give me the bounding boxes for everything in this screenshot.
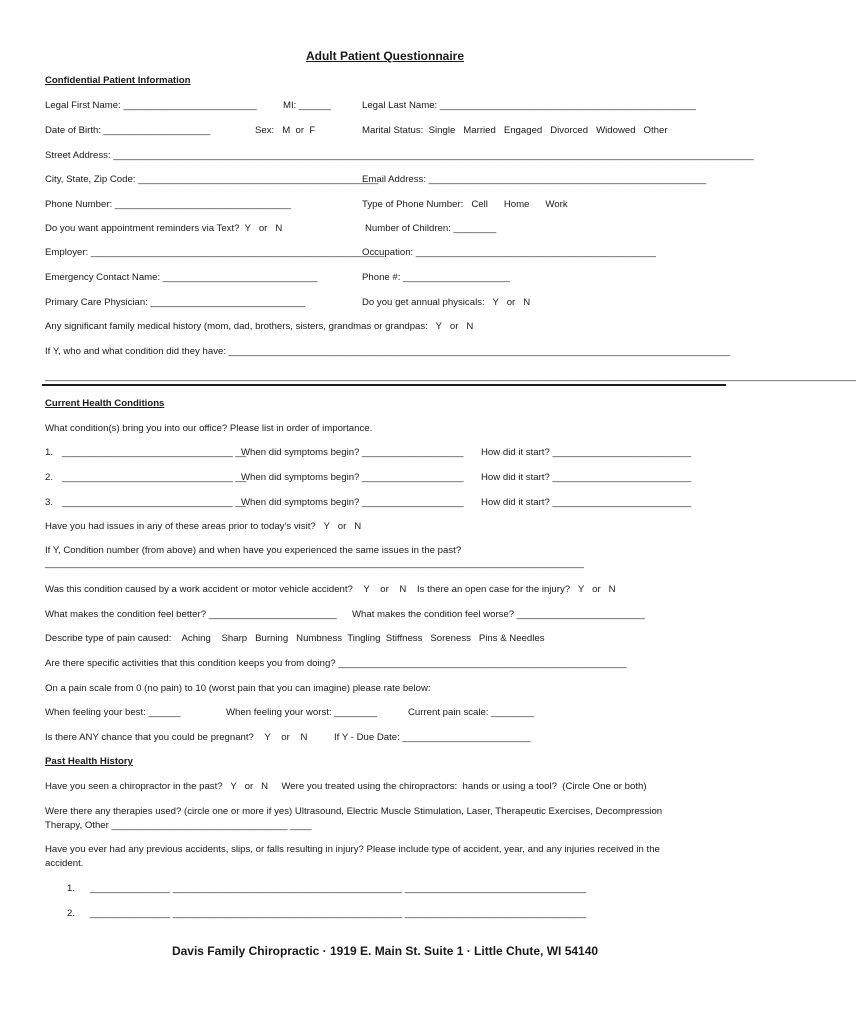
section-heading-past: Past Health History	[45, 756, 133, 767]
date-of-birth-field[interactable]: Date of Birth: ____________________	[45, 125, 211, 136]
condition-2-field[interactable]: ________________________________ __	[62, 472, 247, 483]
page-title: Adult Patient Questionnaire	[305, 49, 464, 63]
prior-issues-field[interactable]: Have you had issues in any of these areas prior to today’s visit? Y or N	[45, 521, 362, 532]
marital-status-field[interactable]: Marital Status: Single Married Engaged Divorced Widowed Other	[362, 125, 668, 136]
condition-number: 2.	[45, 472, 54, 483]
accident-number: 2.	[67, 908, 76, 919]
accident-number: 1.	[67, 883, 76, 894]
emergency-contact-field[interactable]: Emergency Contact Name: _____________________________	[45, 272, 318, 283]
feel-better-field[interactable]: What makes the condition feel better? ________________________	[45, 609, 337, 620]
legal-first-name-field[interactable]: Legal First Name: _________________________	[45, 100, 257, 111]
sex-field[interactable]: Sex: M or F	[255, 125, 316, 136]
family-history-field[interactable]: Any significant family medical history (mom, dad, brothers, sisters, grandmas or grandpas: Y or N	[45, 321, 474, 332]
condition-1-symptoms-field[interactable]: When did symptoms begin? ___________________	[241, 447, 464, 458]
accident-1-field[interactable]: _______________ ___________________________________________ __________________________________	[90, 883, 587, 894]
occupation-field[interactable]: Occupation: _____________________________________________	[362, 247, 656, 258]
street-address-field[interactable]: Street Address: ________________________________________________________________________________________________________________________	[45, 150, 754, 161]
annual-physicals-field[interactable]: Do you get annual physicals: Y or N	[362, 297, 531, 308]
phone-number-field[interactable]: Phone Number: _________________________________	[45, 199, 291, 210]
primary-care-physician-field[interactable]: Primary Care Physician: _____________________________	[45, 297, 306, 308]
chiropractor-history-field[interactable]: Have you seen a chiropractor in the past? Y or N Were you treated using the chiropractors: hands or using a tool? (Circle One or both)	[45, 781, 647, 792]
family-history-detail-field[interactable]: If Y, who and what condition did they have: ______________________________________________________________________________________________	[45, 346, 731, 357]
section-heading-current: Current Health Conditions	[45, 398, 165, 409]
condition-1-field[interactable]: ________________________________ __	[62, 447, 247, 458]
pain-worst-field[interactable]: When feeling your worst: ________	[226, 707, 377, 718]
family-history-detail-line-2[interactable]: ________________________________________________________________________________________________________________________________________________________	[45, 371, 856, 382]
condition-3-symptoms-field[interactable]: When did symptoms begin? ___________________	[241, 497, 464, 508]
feel-worse-field[interactable]: What makes the condition feel worse? ________________________	[352, 609, 645, 620]
condition-number: 1.	[45, 447, 54, 458]
city-state-zip-field[interactable]: City, State, Zip Code: _____________________________________________	[45, 174, 379, 185]
condition-3-field[interactable]: ________________________________ __	[62, 497, 247, 508]
legal-last-name-field[interactable]: Legal Last Name: ________________________________________________	[362, 100, 696, 111]
email-address-field[interactable]: Email Address: ____________________________________________________	[362, 174, 707, 185]
current-pain-field[interactable]: Current pain scale: ________	[408, 707, 534, 718]
pain-type-field[interactable]: Describe type of pain caused: Aching Sharp Burning Numbness Tingling Stiffness Soreness Pins & Needles	[45, 633, 545, 644]
accidents-question-line-2: accident.	[45, 858, 84, 869]
section-heading-confidential: Confidential Patient Information	[45, 75, 191, 86]
condition-2-start-field[interactable]: How did it start? __________________________	[481, 472, 692, 483]
therapies-other-field[interactable]: Therapy, Other _________________________________ ____	[45, 820, 312, 831]
pain-best-field[interactable]: When feeling your best: ______	[45, 707, 181, 718]
footer-address: Davis Family Chiropractic · 1919 E. Main St. Suite 1 · Little Chute, WI 54140	[171, 944, 599, 958]
accident-2-field[interactable]: _______________ ___________________________________________ __________________________________	[90, 908, 587, 919]
phone-type-field[interactable]: Type of Phone Number: Cell Home Work	[362, 199, 568, 210]
emergency-phone-field[interactable]: Phone #: ____________________	[362, 272, 510, 283]
condition-2-symptoms-field[interactable]: When did symptoms begin? ___________________	[241, 472, 464, 483]
prior-issues-detail-label: If Y, Condition number (from above) and when have you experienced the same issues in the past?	[45, 545, 462, 556]
limited-activities-field[interactable]: Are there specific activities that this condition keeps you from doing? ______________________________________________________	[45, 658, 627, 669]
accident-cause-field[interactable]: Was this condition caused by a work accident or motor vehicle accident? Y or N Is there an open case for the injury? Y or N	[45, 584, 616, 595]
text-reminders-field[interactable]: Do you want appointment reminders via Text? Y or N	[45, 223, 283, 234]
prior-issues-detail-field[interactable]: _____________________________________________________________________________________________________	[45, 558, 584, 569]
condition-number: 3.	[45, 497, 54, 508]
condition-1-start-field[interactable]: How did it start? __________________________	[481, 447, 692, 458]
middle-initial-field[interactable]: MI: ______	[283, 100, 332, 111]
conditions-intro: What condition(s) bring you into our office? Please list in order of importance.	[45, 423, 373, 434]
employer-field[interactable]: Employer: _______________________________________________________	[45, 247, 385, 258]
pregnancy-field[interactable]: Is there ANY chance that you could be pregnant? Y or N	[45, 732, 308, 743]
therapies-field[interactable]: Were there any therapies used? (circle one or more if yes) Ultrasound, Electric Muscle Stimulation, Laser, Therapeutic Exercises, Decompression	[45, 806, 663, 817]
accidents-question: Have you ever had any previous accidents, slips, or falls resulting in injury? Please include type of accident, year, and any injuries received in the	[45, 844, 660, 855]
pain-scale-label: On a pain scale from 0 (no pain) to 10 (worst pain that you can imagine) please rate below:	[45, 683, 431, 694]
due-date-field[interactable]: If Y - Due Date: ________________________	[334, 732, 531, 743]
number-of-children-field[interactable]: Number of Children: ________	[365, 223, 497, 234]
condition-3-start-field[interactable]: How did it start? __________________________	[481, 497, 692, 508]
section-divider	[42, 384, 726, 386]
